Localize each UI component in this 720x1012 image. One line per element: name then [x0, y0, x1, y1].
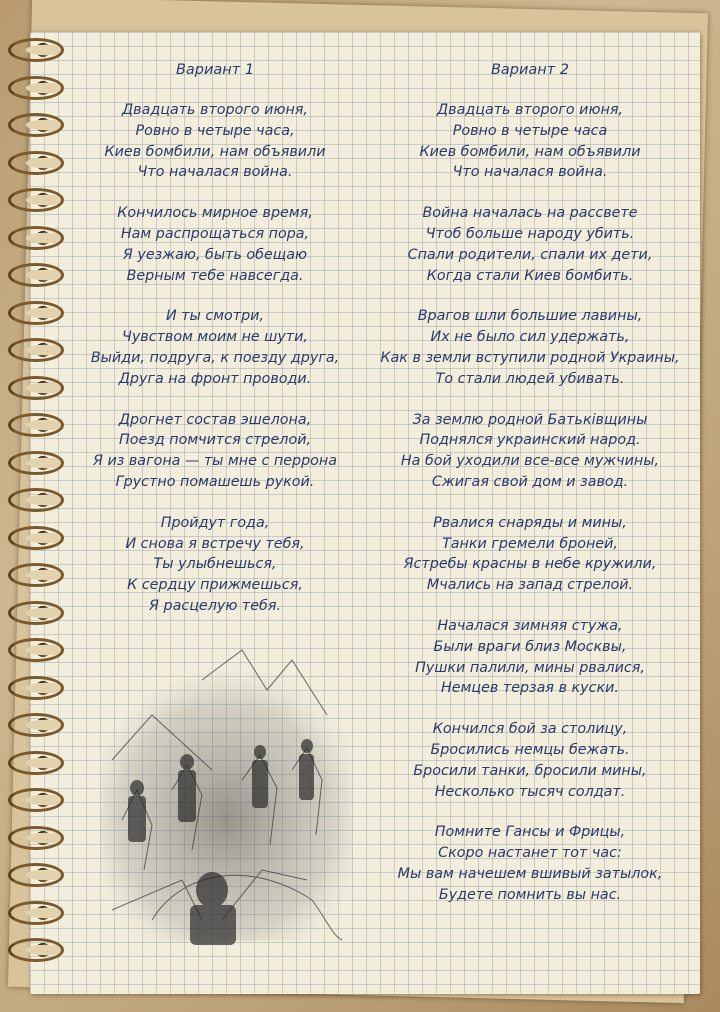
- spiral-ring: [8, 76, 64, 100]
- variant-1-stanza: [70, 203, 360, 286]
- variant-1-stanza: [70, 100, 360, 183]
- spiral-ring: [8, 938, 64, 962]
- variant-1-line: К сердцу прижмешься,: [127, 577, 303, 594]
- variant-2-stanza: [360, 410, 700, 493]
- spiral-ring: [8, 826, 64, 850]
- variant-1-line: И ты смотри,: [165, 308, 265, 325]
- spiral-ring: [8, 638, 64, 662]
- variant-2-line: Что началася война.: [452, 164, 608, 181]
- variant-2-line: Бросили танки, бросили мины,: [413, 762, 647, 779]
- spiral-ring: [8, 413, 64, 437]
- variant-2-line: Были враги близ Москвы,: [433, 638, 627, 655]
- variant-2-line: То стали людей убивать.: [435, 370, 625, 387]
- spiral-ring: [8, 563, 64, 587]
- variant-2-line: Двадцать второго июня,: [437, 102, 623, 118]
- variant-2-line: Сжигая свой дом и завод.: [431, 473, 629, 490]
- variant-2-line: Когда стали Киев бомбить.: [426, 267, 634, 284]
- variant-2-line: Танки гремели броней,: [442, 535, 618, 552]
- variant-1-line: Нам распрощаться пора,: [120, 225, 310, 242]
- variant-2-line: На бой уходили все-все мужчины,: [400, 453, 660, 470]
- spiral-ring: [8, 901, 64, 925]
- variant-1-line: Кончилось мирное время,: [117, 205, 313, 222]
- spiral-ring: [8, 376, 64, 400]
- variant-1-column: [70, 60, 360, 637]
- variant-2-line: Мы вам начешем вшивый затылок,: [397, 865, 663, 882]
- variant-1-stanza: [70, 306, 360, 389]
- war-sketch-illustration: [92, 620, 358, 950]
- variant-1-line: Ровно в четыре часа,: [135, 122, 295, 139]
- variant-2-heading: Вариант 2: [490, 62, 570, 78]
- spiral-ring: [8, 751, 64, 775]
- variant-1-line: Я уезжаю, быть обещаю: [122, 246, 308, 263]
- variant-1-stanza: [70, 410, 360, 493]
- variant-2-line: Несколько тысяч солдат.: [434, 783, 626, 800]
- spiral-ring: [8, 488, 64, 512]
- variant-2-stanza: [360, 306, 700, 389]
- variant-1-line: Киев бомбили, нам объявили: [104, 143, 326, 160]
- variant-2-line: Чтоб больше народу убить.: [425, 225, 635, 242]
- variant-2-line: Рвалися снаряды и мины,: [433, 514, 627, 531]
- variant-1-lyrics: [70, 100, 360, 617]
- variant-2-line: Ястребы красны в небе кружили,: [403, 556, 657, 573]
- variant-1-line: Что началася война.: [137, 164, 293, 181]
- variant-2-line: Помните Гансы и Фрицы,: [434, 824, 626, 841]
- variant-2-stanza: [360, 616, 700, 699]
- variant-2-line: Бросились немцы бежать.: [430, 741, 630, 758]
- variant-2-line: Ровно в четыре часа: [452, 122, 608, 139]
- spiral-binding: [0, 38, 70, 998]
- variant-2-line: Скоро настанет тот час:: [438, 845, 622, 862]
- spiral-ring: [8, 226, 64, 250]
- variant-2-line: Поднялся украинский народ.: [419, 432, 641, 449]
- variant-1-line: Я расцелую тебя.: [149, 597, 281, 614]
- spiral-ring: [8, 526, 64, 550]
- spiral-ring: [8, 263, 64, 287]
- variant-2-line: Врагов шли большие лавины,: [417, 308, 643, 325]
- variant-1-line: Ты улыбнешься,: [153, 556, 277, 573]
- variant-2-lyrics: [360, 100, 700, 906]
- variant-1-line: Грустно помашешь рукой.: [115, 473, 315, 490]
- spiral-ring: [8, 676, 64, 700]
- spiral-ring: [8, 601, 64, 625]
- spiral-ring: [8, 451, 64, 475]
- variant-2-line: Киев бомбили, нам объявили: [419, 143, 641, 160]
- variant-1-line: Пройдут года,: [160, 514, 270, 531]
- variant-2-line: Немцев терзая в куски.: [441, 680, 619, 697]
- variant-1-line: Я из вагона — ты мне с перрона: [92, 453, 338, 470]
- variant-2-line: Будете помнить вы нас.: [438, 886, 622, 903]
- variant-1-line: Верным тебе навсегда.: [126, 267, 304, 284]
- variant-1-line: Выйди, подруга, к поезду друга,: [90, 349, 340, 366]
- variant-1-line: Чувством моим не шути,: [122, 329, 308, 346]
- variant-1-line: Поезд помчится стрелой,: [118, 432, 312, 449]
- spiral-ring: [8, 151, 64, 175]
- variant-1-line: И снова я встречу тебя,: [125, 535, 305, 552]
- variant-2-line: Кончился бой за столицу,: [432, 721, 628, 738]
- variant-2-line: Спали родители, спали их дети,: [407, 246, 653, 263]
- spiral-ring: [8, 301, 64, 325]
- variant-1-heading: Вариант 1: [175, 62, 255, 78]
- variant-1-line: Двадцать второго июня,: [122, 102, 308, 118]
- variant-2-stanza: [360, 100, 700, 183]
- spiral-ring: [8, 188, 64, 212]
- variant-2-line: Война началась на рассвете: [422, 205, 638, 222]
- variant-2-line: Мчались на запад стрелой.: [426, 577, 634, 594]
- variant-2-column: [360, 60, 700, 926]
- variant-2-stanza: [360, 719, 700, 802]
- spiral-ring: [8, 338, 64, 362]
- variant-2-line: Началася зимняя стужа,: [437, 617, 623, 634]
- spiral-ring: [8, 38, 64, 62]
- variant-1-stanza: [70, 513, 360, 617]
- variant-2-line: Пушки палили, мины рвалися,: [415, 659, 645, 676]
- variant-2-line: Их не было сил удержать,: [430, 329, 630, 346]
- spiral-ring: [8, 863, 64, 887]
- spiral-ring: [8, 113, 64, 137]
- variant-1-line: Дрогнет состав эшелона,: [118, 411, 312, 428]
- variant-2-line: За землю родной Батьківщины: [412, 411, 648, 428]
- variant-2-stanza: [360, 203, 700, 286]
- variant-2-line: Как в земли вступили родной Украины,: [380, 349, 680, 366]
- variant-2-stanza: [360, 513, 700, 596]
- spiral-ring: [8, 713, 64, 737]
- variant-1-line: Друга на фронт проводи.: [118, 370, 312, 387]
- variant-2-stanza: [360, 822, 700, 905]
- spiral-ring: [8, 788, 64, 812]
